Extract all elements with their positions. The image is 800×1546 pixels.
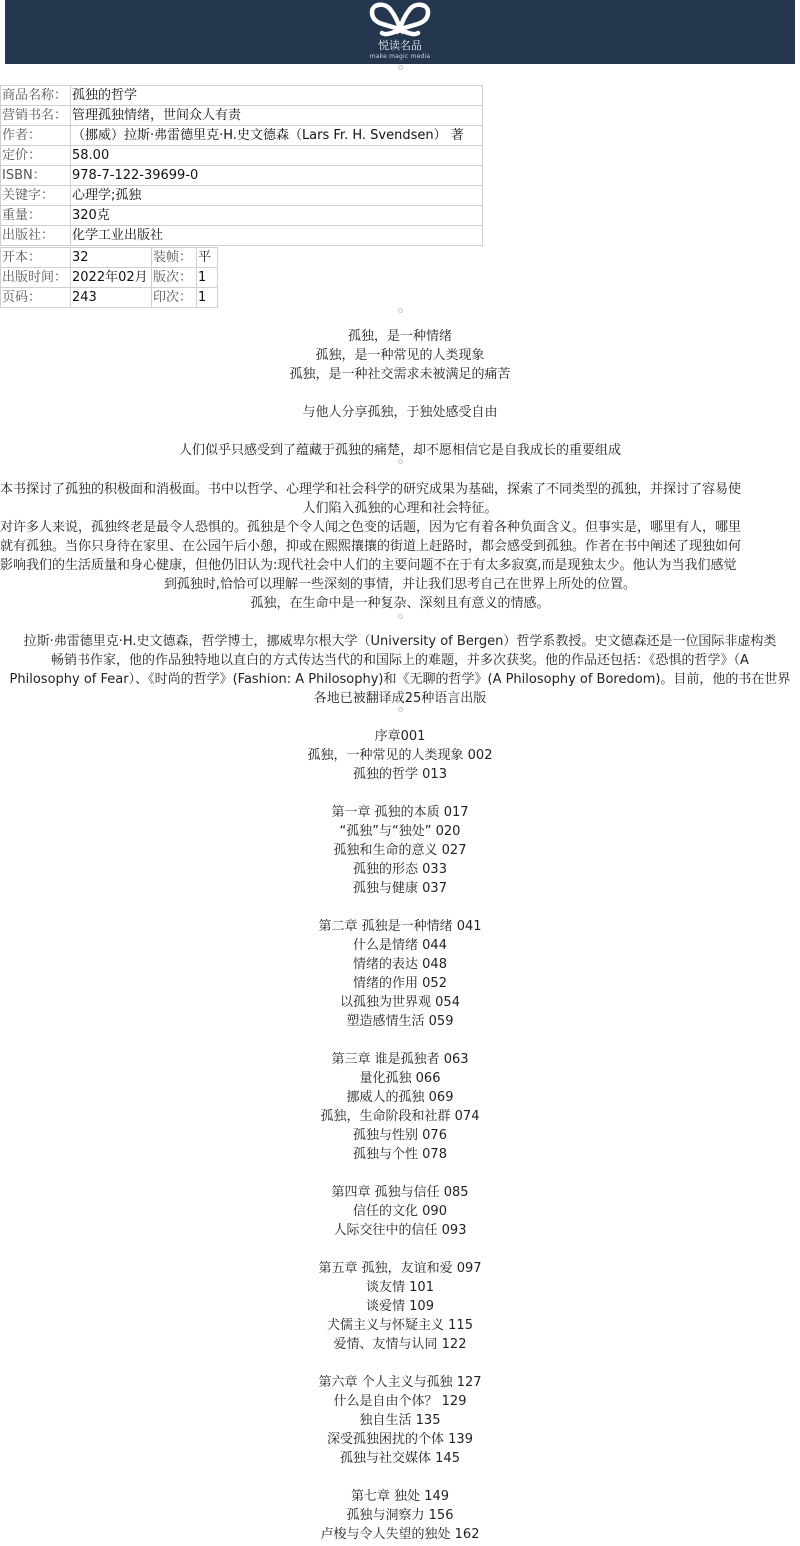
toc-spacer	[0, 1164, 800, 1183]
toc-section: 爱情、友情与认同 122	[333, 1337, 467, 1352]
description-line: 本书探讨了孤独的积极面和消极面。书中以哲学、心理学和社会科学的研究成果为基础，探索了不同类型的孤独，并探讨了容易使	[0, 482, 742, 497]
description-line: 到孤独时,恰恰可以理解一些深刻的事情，并让我们思考自己在世界上所处的位置。	[163, 577, 637, 592]
toc-section: 情绪的作用 052	[353, 976, 447, 991]
author-bio-line: 各地已被翻译成25种语言出版	[313, 691, 487, 706]
toc-spacer	[0, 1240, 800, 1259]
info-key: 商品名称：	[1, 86, 71, 106]
toc-spacer	[0, 1354, 800, 1373]
description-line: 就有孤独。当你只身待在家里、在公园午后小憩，抑或在熙熙攘攘的街道上赶路时，都会感受到孤独。作者在书中阐述了现独如何	[0, 539, 742, 554]
description-line: 人们陷入孤独的心理和社会特征。	[302, 501, 498, 516]
toc-spacer	[0, 1468, 800, 1487]
product-spec-table	[0, 247, 218, 308]
toc-chapter: 序章001	[374, 729, 426, 744]
author-bio-line: Philosophy of Fear）、《时尚的哲学》(Fashion: A Philosophy)和《无聊的哲学》(A Philosophy of Boredom)。目前，他的书在世界	[9, 672, 791, 687]
toc-section: 孤独与洞察力 156	[346, 1508, 454, 1523]
toc-section: 量化孤独 066	[359, 1071, 441, 1086]
spec-value: 1	[197, 268, 218, 288]
info-value: 心理学;孤独	[71, 186, 483, 206]
toc-spacer	[0, 784, 800, 803]
intro-line: 与他人分享孤独，于独处感受自由	[302, 405, 498, 420]
product-info-table	[0, 85, 483, 246]
spec-row	[1, 268, 218, 288]
toc-spacer	[0, 898, 800, 917]
toc-section: 孤独，生命阶段和社群 074	[320, 1109, 480, 1124]
description-line: 孤独，在生命中是一种复杂、深刻且有意义的情感。	[250, 596, 550, 611]
toc-section: 信任的文化 090	[353, 1204, 447, 1219]
intro-line: 孤独，是一种常见的人类现象	[315, 348, 485, 363]
brand-name: 悦读名品	[378, 39, 422, 52]
toc-chapter: 第三章 谁是孤独者 063	[331, 1052, 469, 1067]
description-line: 对许多人来说，孤独终老是最令人恐惧的。孤独是个令人闻之色变的话题，因为它有着各种负面含义。但事实是，哪里有人，哪里	[0, 520, 742, 535]
intro-line: 孤独，是一种社交需求未被满足的痛苦	[289, 367, 511, 382]
brand-tagline: make magic media	[369, 53, 431, 60]
info-key: 重量：	[1, 206, 71, 226]
spec-key: 版次：	[152, 268, 197, 288]
intro-line: 孤独，是一种情绪	[347, 329, 452, 344]
toc-section: 什么是情绪 044	[353, 938, 447, 953]
info-row	[1, 226, 483, 246]
description-line: 影响我们的生活质量和身心健康，但他仍旧认为:现代社会中人们的主要问题不在于有太多寂寞,而是现独太少。他认为当我们感觉	[0, 558, 737, 573]
toc-section: 谈友情 101	[366, 1280, 434, 1295]
toc-chapter: 第七章 独处 149	[350, 1489, 450, 1504]
info-key: ISBN：	[1, 166, 71, 186]
divider-dot	[398, 308, 403, 313]
toc-section: 人际交往中的信任 093	[333, 1223, 467, 1238]
toc-section: 孤独与健康 037	[353, 881, 447, 896]
toc-section: 挪威人的孤独 069	[346, 1090, 454, 1105]
info-row	[1, 186, 483, 206]
divider-dot	[398, 614, 403, 619]
spec-key: 开本：	[1, 248, 71, 268]
info-value: 管理孤独情绪，世间众人有责	[71, 106, 483, 126]
toc-section: 深受孤独困扰的个体 139	[327, 1432, 473, 1447]
brand-logo	[360, 0, 440, 64]
toc-section: 以孤独为世界观 054	[340, 995, 460, 1010]
toc-chapter: 第六章 个人主义与孤独 127	[318, 1375, 482, 1390]
divider-dot	[398, 459, 403, 464]
info-value: 孤独的哲学	[71, 86, 483, 106]
spec-key: 印次：	[152, 288, 197, 308]
toc-chapter: 第四章 孤独与信任 085	[331, 1185, 469, 1200]
spec-key: 页码：	[1, 288, 71, 308]
info-value: 化学工业出版社	[71, 226, 483, 246]
toc-chapter: 第二章 孤独是一种情绪 041	[318, 919, 482, 934]
spec-value: 平	[197, 248, 218, 268]
info-value: 320克	[71, 206, 483, 226]
toc-section: 卢梭与令人失望的独处 162	[320, 1527, 480, 1542]
toc-section: 孤独的哲学 013	[353, 767, 447, 782]
toc-section: 孤独和生命的意义 027	[333, 843, 467, 858]
spec-value: 243	[71, 288, 152, 308]
spec-value: 2022年02月	[71, 268, 152, 288]
toc-section: 独自生活 135	[359, 1413, 441, 1428]
spec-value: 32	[71, 248, 152, 268]
info-value: 58.00	[71, 146, 483, 166]
toc-section: 孤独的形态 033	[353, 862, 447, 877]
info-row	[1, 86, 483, 106]
toc-section: 谈爱情 109	[366, 1299, 434, 1314]
toc-spacer	[0, 1031, 800, 1050]
toc-section: 孤独与社交媒体 145	[340, 1451, 460, 1466]
info-row	[1, 146, 483, 166]
toc-chapter: 第五章 孤独，友谊和爱 097	[318, 1261, 482, 1276]
toc-section: 情绪的表达 048	[353, 957, 447, 972]
info-row	[1, 206, 483, 226]
info-row	[1, 126, 483, 146]
table-of-contents	[0, 727, 800, 1544]
toc-section: 孤独，一种常见的人类现象 002	[307, 748, 493, 763]
info-key: 营销书名：	[1, 106, 71, 126]
info-key: 定价：	[1, 146, 71, 166]
spec-key: 出版时间：	[1, 268, 71, 288]
info-key: 出版社：	[1, 226, 71, 246]
info-value: （挪威）拉斯·弗雷德里克·H.史文德森（Lars Fr. H. Svendsen） 著	[71, 126, 483, 146]
divider-dot	[398, 707, 403, 712]
butterfly-logo-icon	[360, 0, 440, 40]
toc-section: 犬儒主义与怀疑主义 115	[327, 1318, 473, 1333]
info-value: 978-7-122-39699-0	[71, 166, 483, 186]
info-row	[1, 106, 483, 126]
author-bio-line: 畅销书作家，他的作品独特地以直白的方式传达当代的和国际上的难题，并多次获奖。他的作品还包括：《恐惧的哲学》（A	[51, 653, 749, 668]
info-key: 作者：	[1, 126, 71, 146]
spec-value: 1	[197, 288, 218, 308]
toc-section: 塑造感情生活 059	[346, 1014, 454, 1029]
info-key: 关键字：	[1, 186, 71, 206]
info-row	[1, 166, 483, 186]
toc-section: “孤独”与“独处” 020	[339, 824, 461, 839]
toc-section: 什么是自由个体？ 129	[333, 1394, 467, 1409]
intro-line: 人们似乎只感受到了蕴藏于孤独的痛楚，却不愿相信它是自我成长的重要组成	[178, 443, 621, 458]
toc-section: 孤独与性别 076	[353, 1128, 447, 1143]
spec-row	[1, 288, 218, 308]
spec-row	[1, 248, 218, 268]
toc-section: 孤独与个性 078	[353, 1147, 447, 1162]
header-banner	[5, 0, 795, 64]
divider-dot	[398, 65, 403, 70]
spec-key: 装帧：	[152, 248, 197, 268]
author-bio-line: 拉斯·弗雷德里克·H.史文德森，哲学博士，挪威卑尔根大学（University of Bergen）哲学系教授。史文德森还是一位国际非虚构类	[23, 634, 777, 649]
toc-chapter: 第一章 孤独的本质 017	[331, 805, 469, 820]
